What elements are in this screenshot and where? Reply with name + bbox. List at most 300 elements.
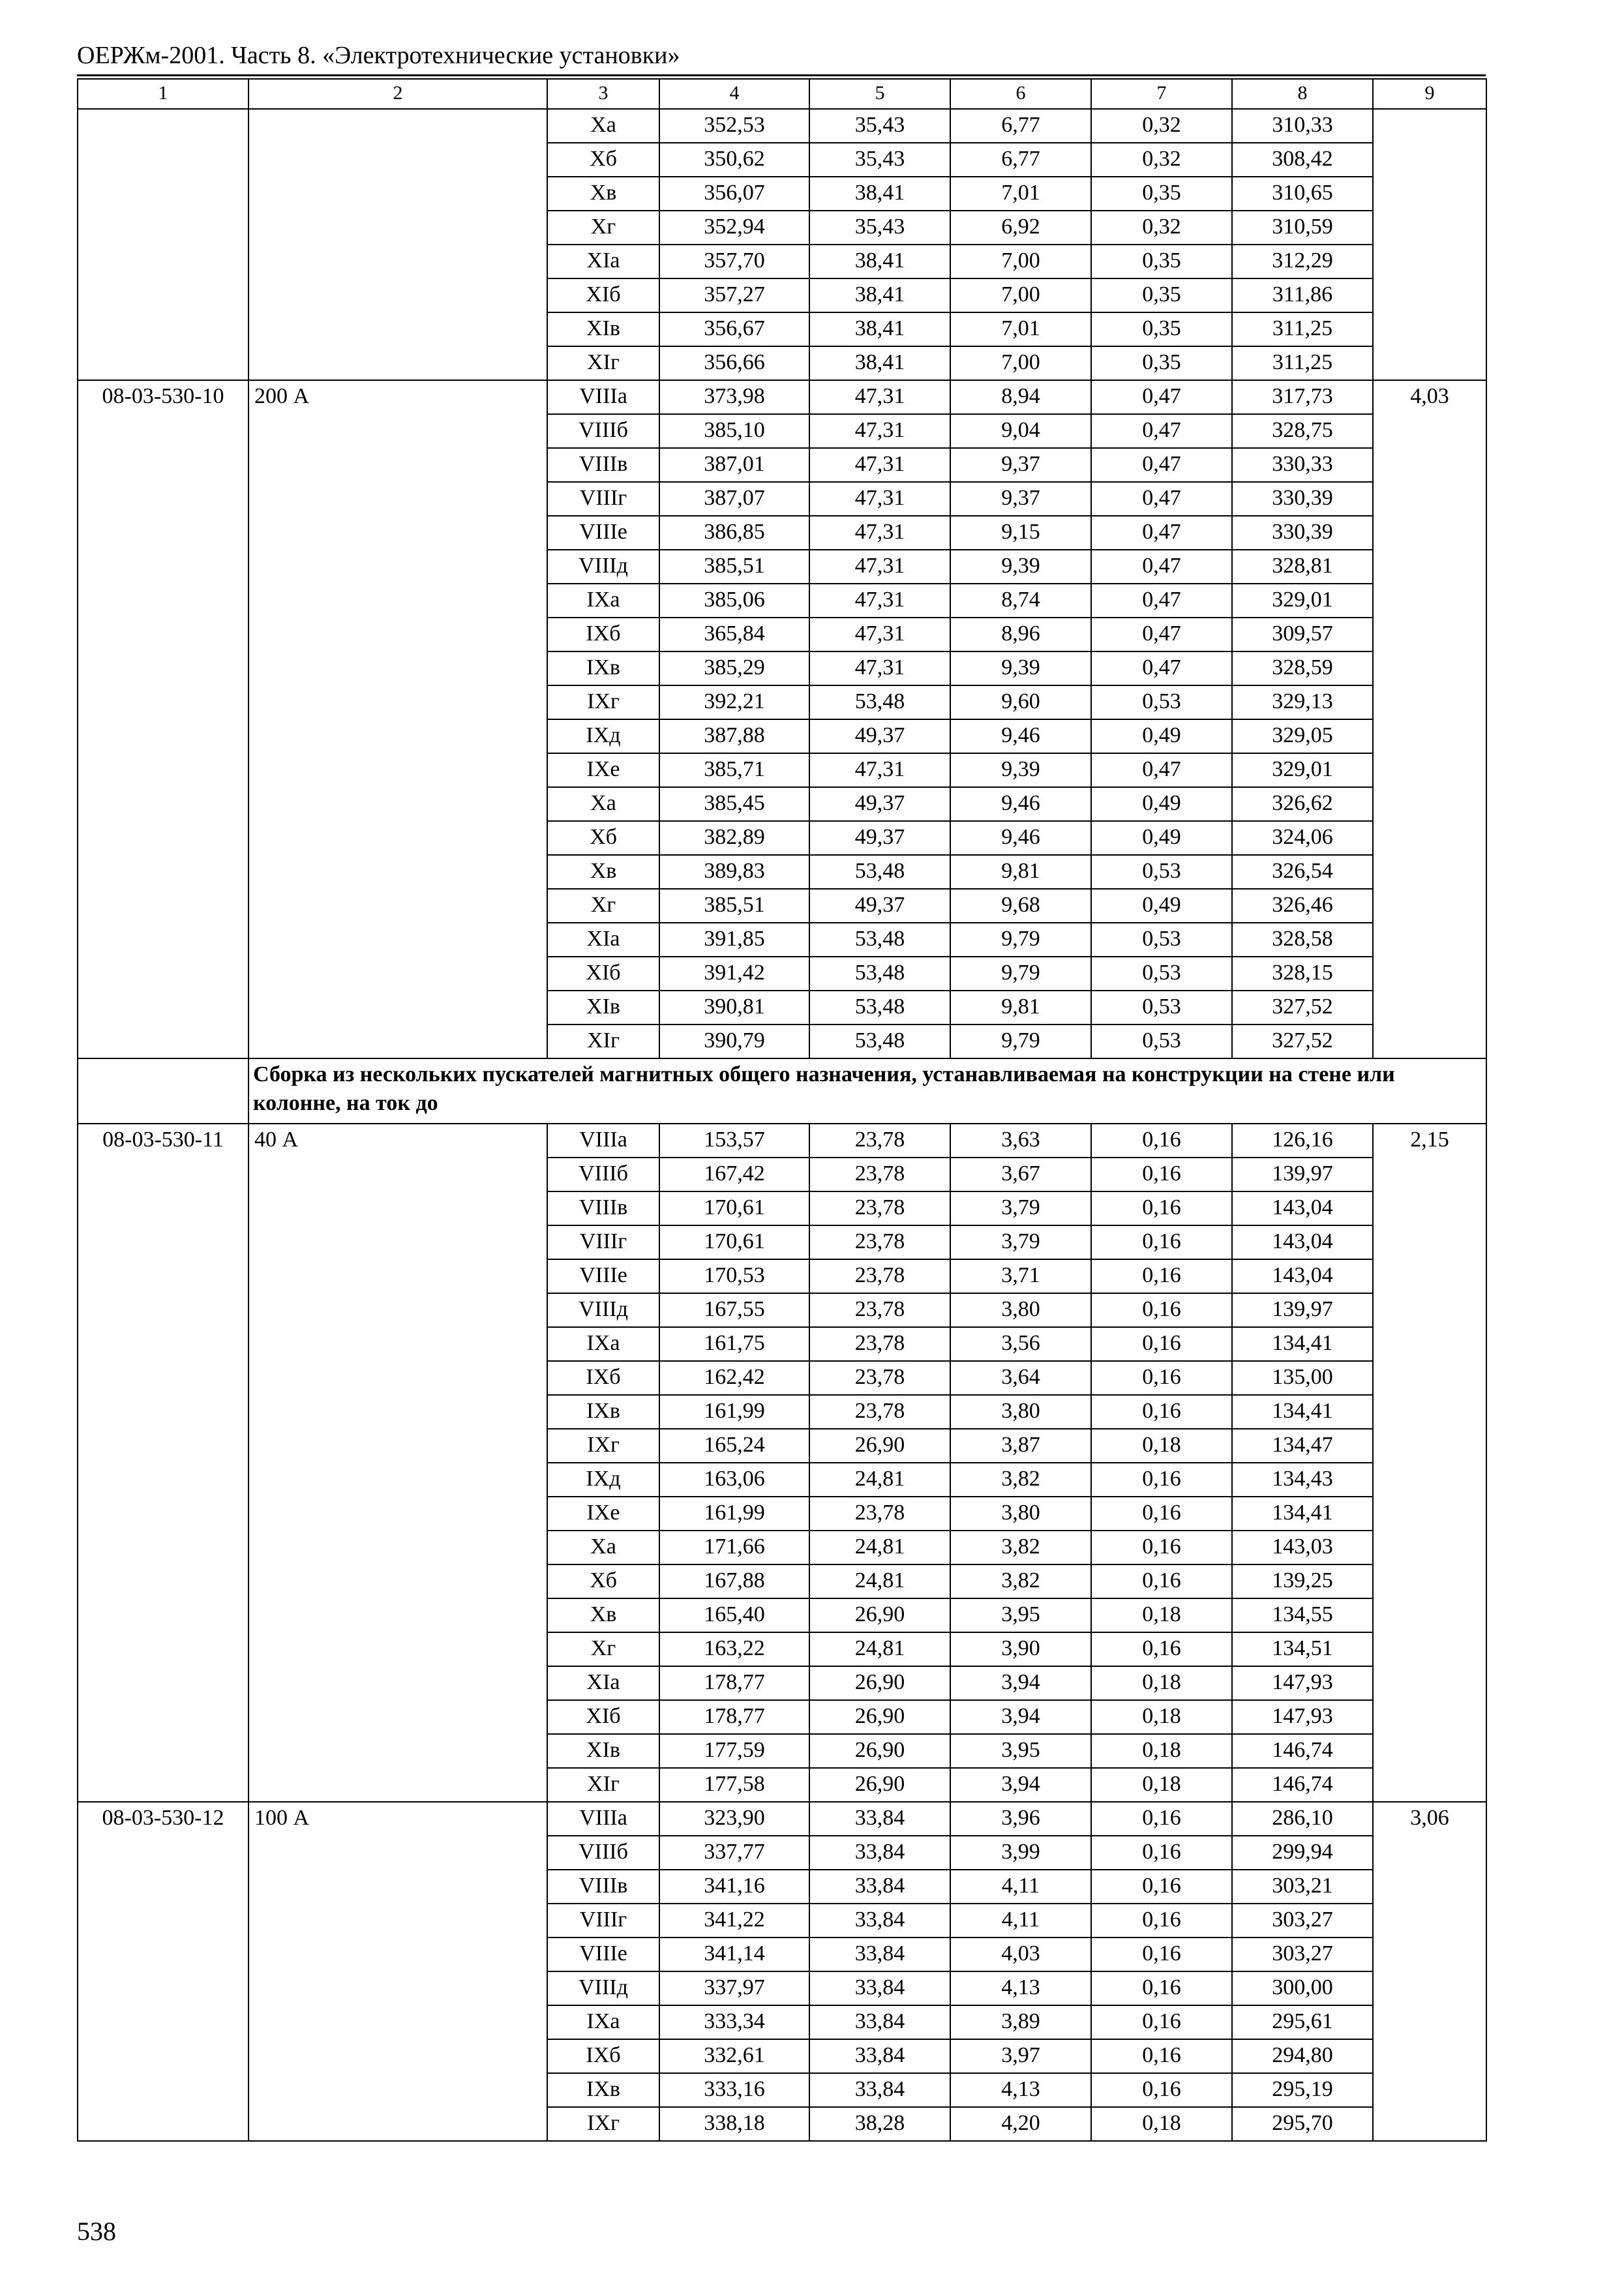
value-cell: 3,90 — [950, 1632, 1091, 1666]
value-cell: 53,48 — [809, 923, 950, 957]
value-cell: 0,35 — [1091, 346, 1232, 380]
value-cell: 53,48 — [809, 855, 950, 889]
value-cell: VIIIa — [547, 1802, 659, 1836]
value-cell: 33,84 — [809, 2073, 950, 2107]
value-cell: IXa — [547, 584, 659, 618]
value-cell: IXе — [547, 753, 659, 787]
value-cell: 0,35 — [1091, 312, 1232, 346]
value-cell: 146,74 — [1232, 1768, 1373, 1802]
value-cell: 7,01 — [950, 312, 1091, 346]
value-cell: 329,01 — [1232, 753, 1373, 787]
value-cell: 3,94 — [950, 1768, 1091, 1802]
value-cell: 0,16 — [1091, 1158, 1232, 1191]
value-cell: 0,16 — [1091, 1870, 1232, 1904]
value-cell: 23,78 — [809, 1225, 950, 1259]
value-cell: 0,53 — [1091, 923, 1232, 957]
value-cell: 3,71 — [950, 1259, 1091, 1293]
value-cell: 352,53 — [659, 109, 809, 143]
column-number-cell: 4 — [659, 79, 809, 109]
value-cell: 0,18 — [1091, 1768, 1232, 1802]
value-cell: 0,16 — [1091, 1971, 1232, 2005]
value-cell: VIIIб — [547, 414, 659, 448]
value-cell: 0,16 — [1091, 1395, 1232, 1429]
value-cell: 3,95 — [950, 1598, 1091, 1632]
value-cell: IXе — [547, 1497, 659, 1531]
value-cell: 4,20 — [950, 2107, 1091, 2141]
value-cell: 295,70 — [1232, 2107, 1373, 2141]
value-cell: 153,57 — [659, 1124, 809, 1158]
value-cell: 53,48 — [809, 991, 950, 1025]
value-cell: 3,82 — [950, 1463, 1091, 1497]
value-cell: 387,07 — [659, 482, 809, 516]
value-cell: 146,74 — [1232, 1734, 1373, 1768]
value-cell: 323,90 — [659, 1802, 809, 1836]
value-cell: VIIIд — [547, 550, 659, 584]
value-cell: 3,63 — [950, 1124, 1091, 1158]
value-cell: 350,62 — [659, 143, 809, 177]
value-cell: 6,77 — [950, 109, 1091, 143]
value-cell: 0,47 — [1091, 516, 1232, 550]
value-cell: 53,48 — [809, 685, 950, 719]
value-cell: 3,67 — [950, 1158, 1091, 1191]
value-cell: 49,37 — [809, 889, 950, 923]
value-cell: 308,42 — [1232, 143, 1373, 177]
value-cell: 0,16 — [1091, 2073, 1232, 2107]
value-cell: 134,43 — [1232, 1463, 1373, 1497]
column-number-cell: 2 — [248, 79, 547, 109]
value-cell: 385,51 — [659, 889, 809, 923]
value-cell: 26,90 — [809, 1700, 950, 1734]
value-cell: 295,61 — [1232, 2005, 1373, 2039]
value-cell: 33,84 — [809, 1971, 950, 2005]
value-cell: 326,54 — [1232, 855, 1373, 889]
value-cell: 4,13 — [950, 1971, 1091, 2005]
value-cell: 310,65 — [1232, 177, 1373, 211]
value-cell: 309,57 — [1232, 618, 1373, 651]
value-cell: 9,39 — [950, 651, 1091, 685]
value-cell: 329,01 — [1232, 584, 1373, 618]
value-cell: 0,16 — [1091, 1259, 1232, 1293]
value-cell: VIIIд — [547, 1293, 659, 1327]
value-cell: 328,81 — [1232, 550, 1373, 584]
value-cell: 0,47 — [1091, 651, 1232, 685]
value-cell: 9,79 — [950, 957, 1091, 991]
value-cell: XIб — [547, 278, 659, 312]
value-cell: 286,10 — [1232, 1802, 1373, 1836]
value-cell: 0,18 — [1091, 1666, 1232, 1700]
value-cell: 3,80 — [950, 1497, 1091, 1531]
value-cell: 0,16 — [1091, 1497, 1232, 1531]
value-cell: IXв — [547, 2073, 659, 2107]
value-cell: 23,78 — [809, 1191, 950, 1225]
value-cell: 0,53 — [1091, 957, 1232, 991]
value-cell: 3,64 — [950, 1361, 1091, 1395]
value-cell: 33,84 — [809, 1937, 950, 1971]
name-cell: 100 А — [248, 1802, 547, 2141]
value-cell: 0,47 — [1091, 584, 1232, 618]
value-cell: 356,07 — [659, 177, 809, 211]
value-cell: 38,41 — [809, 245, 950, 278]
value-cell: 143,04 — [1232, 1259, 1373, 1293]
value-cell: 337,97 — [659, 1971, 809, 2005]
value-cell: 33,84 — [809, 2039, 950, 2073]
value-cell: 9,46 — [950, 787, 1091, 821]
value-cell: 3,87 — [950, 1429, 1091, 1463]
value-cell: 3,94 — [950, 1700, 1091, 1734]
value-cell: 38,41 — [809, 278, 950, 312]
value-cell: 8,94 — [950, 380, 1091, 414]
page-number: 538 — [77, 2217, 116, 2246]
value-cell: 143,04 — [1232, 1191, 1373, 1225]
value-cell: 3,99 — [950, 1836, 1091, 1870]
value-cell: 0,47 — [1091, 414, 1232, 448]
column-number-cell: 3 — [547, 79, 659, 109]
value-cell: 7,00 — [950, 245, 1091, 278]
value-cell: 0,16 — [1091, 2005, 1232, 2039]
value-cell: IXв — [547, 1395, 659, 1429]
value-cell: 0,32 — [1091, 211, 1232, 245]
value-cell: 23,78 — [809, 1158, 950, 1191]
value-cell: 24,81 — [809, 1564, 950, 1598]
value-cell: 24,81 — [809, 1632, 950, 1666]
column-number-cell: 9 — [1373, 79, 1486, 109]
value-cell: 3,95 — [950, 1734, 1091, 1768]
value-cell: Xг — [547, 211, 659, 245]
value-cell: 311,25 — [1232, 312, 1373, 346]
value-cell: 49,37 — [809, 787, 950, 821]
value-cell: 134,47 — [1232, 1429, 1373, 1463]
name-cell: 200 А — [248, 380, 547, 1058]
section-row — [78, 1058, 1486, 1124]
value-cell: 178,77 — [659, 1700, 809, 1734]
value-cell: 134,55 — [1232, 1598, 1373, 1632]
value-cell: 300,00 — [1232, 1971, 1373, 2005]
value-cell: VIIIв — [547, 1191, 659, 1225]
value-cell: 3,80 — [950, 1395, 1091, 1429]
value-cell: 134,51 — [1232, 1632, 1373, 1666]
value-cell: 329,13 — [1232, 685, 1373, 719]
value-cell: 0,16 — [1091, 2039, 1232, 2073]
value-cell: 165,40 — [659, 1598, 809, 1632]
value-cell: IXг — [547, 685, 659, 719]
value-cell: 9,15 — [950, 516, 1091, 550]
col9-cell: 2,15 — [1373, 1124, 1486, 1802]
value-cell: 0,49 — [1091, 821, 1232, 855]
value-cell: VIIIв — [547, 448, 659, 482]
value-cell: 317,73 — [1232, 380, 1373, 414]
value-cell: 390,79 — [659, 1025, 809, 1058]
value-cell: 177,59 — [659, 1734, 809, 1768]
value-cell: 47,31 — [809, 584, 950, 618]
value-cell: VIIIг — [547, 482, 659, 516]
value-cell: VIIIг — [547, 1225, 659, 1259]
value-cell: 365,84 — [659, 618, 809, 651]
value-cell: 177,58 — [659, 1768, 809, 1802]
table-row — [78, 109, 1486, 143]
value-cell: 24,81 — [809, 1463, 950, 1497]
value-cell: 4,11 — [950, 1904, 1091, 1937]
value-cell: 33,84 — [809, 1802, 950, 1836]
value-cell: 294,80 — [1232, 2039, 1373, 2073]
value-cell: 7,01 — [950, 177, 1091, 211]
value-cell: 38,28 — [809, 2107, 950, 2141]
value-cell: 33,84 — [809, 1836, 950, 1870]
value-cell: 26,90 — [809, 1768, 950, 1802]
value-cell: 389,83 — [659, 855, 809, 889]
value-cell: 47,31 — [809, 380, 950, 414]
section-title: Сборка из нескольких пускателей магнитных общего назначения, устанавливаемая на конструкции на стене или колонне, на ток до — [248, 1058, 1486, 1124]
value-cell: 0,16 — [1091, 1463, 1232, 1497]
value-cell: 3,82 — [950, 1564, 1091, 1598]
value-cell: 35,43 — [809, 143, 950, 177]
value-cell: 139,97 — [1232, 1158, 1373, 1191]
value-cell: 38,41 — [809, 346, 950, 380]
value-cell: 4,11 — [950, 1870, 1091, 1904]
value-cell: 3,79 — [950, 1225, 1091, 1259]
value-cell: 47,31 — [809, 516, 950, 550]
code-cell: 08-03-530-12 — [78, 1802, 248, 2141]
value-cell: 35,43 — [809, 109, 950, 143]
value-cell: 0,35 — [1091, 278, 1232, 312]
value-cell: 9,39 — [950, 753, 1091, 787]
name-cell — [248, 109, 547, 380]
value-cell: 310,33 — [1232, 109, 1373, 143]
value-cell: 9,79 — [950, 923, 1091, 957]
value-cell: 0,16 — [1091, 1904, 1232, 1937]
value-cell: 49,37 — [809, 821, 950, 855]
value-cell: 134,41 — [1232, 1497, 1373, 1531]
value-cell: 352,94 — [659, 211, 809, 245]
value-cell: 0,47 — [1091, 618, 1232, 651]
value-cell: IXб — [547, 618, 659, 651]
value-cell: 303,27 — [1232, 1904, 1373, 1937]
value-cell: 0,35 — [1091, 245, 1232, 278]
value-cell: 35,43 — [809, 211, 950, 245]
value-cell: 311,25 — [1232, 346, 1373, 380]
value-cell: 9,04 — [950, 414, 1091, 448]
value-cell: 0,47 — [1091, 448, 1232, 482]
value-cell: 0,53 — [1091, 1025, 1232, 1058]
value-cell: 386,85 — [659, 516, 809, 550]
value-cell: 26,90 — [809, 1598, 950, 1632]
value-cell: 47,31 — [809, 753, 950, 787]
value-cell: Xa — [547, 787, 659, 821]
value-cell: 161,75 — [659, 1327, 809, 1361]
value-cell: 338,18 — [659, 2107, 809, 2141]
value-cell: IXв — [547, 651, 659, 685]
value-cell: 147,93 — [1232, 1666, 1373, 1700]
value-cell: 143,03 — [1232, 1531, 1373, 1564]
value-cell: 135,00 — [1232, 1361, 1373, 1395]
value-cell: 9,37 — [950, 448, 1091, 482]
column-number-cell: 1 — [78, 79, 248, 109]
value-cell: XIб — [547, 957, 659, 991]
value-cell: 9,60 — [950, 685, 1091, 719]
value-cell: 23,78 — [809, 1361, 950, 1395]
value-cell: 161,99 — [659, 1497, 809, 1531]
value-cell: VIIIд — [547, 1971, 659, 2005]
value-cell: IXa — [547, 1327, 659, 1361]
value-cell: 162,42 — [659, 1361, 809, 1395]
value-cell: 170,61 — [659, 1225, 809, 1259]
value-cell: 329,05 — [1232, 719, 1373, 753]
value-cell: 330,39 — [1232, 482, 1373, 516]
value-cell: 303,27 — [1232, 1937, 1373, 1971]
value-cell: 0,16 — [1091, 1564, 1232, 1598]
value-cell: 0,47 — [1091, 380, 1232, 414]
value-cell: 3,96 — [950, 1802, 1091, 1836]
value-cell: 0,47 — [1091, 753, 1232, 787]
value-cell: 0,16 — [1091, 1293, 1232, 1327]
value-cell: XIa — [547, 1666, 659, 1700]
section-empty-cell — [78, 1058, 248, 1124]
value-cell: 163,22 — [659, 1632, 809, 1666]
column-number-cell: 7 — [1091, 79, 1232, 109]
code-cell: 08-03-530-10 — [78, 380, 248, 1058]
value-cell: 134,41 — [1232, 1395, 1373, 1429]
value-cell: 0,16 — [1091, 1937, 1232, 1971]
value-cell: VIIIе — [547, 1937, 659, 1971]
value-cell: 9,46 — [950, 821, 1091, 855]
col9-cell — [1373, 109, 1486, 380]
value-cell: 9,81 — [950, 991, 1091, 1025]
value-cell: XIг — [547, 1768, 659, 1802]
value-cell: 385,10 — [659, 414, 809, 448]
table-row — [78, 1802, 1486, 1836]
value-cell: 0,47 — [1091, 482, 1232, 516]
value-cell: 161,99 — [659, 1395, 809, 1429]
value-cell: IXд — [547, 1463, 659, 1497]
value-cell: 332,61 — [659, 2039, 809, 2073]
value-cell: 4,13 — [950, 2073, 1091, 2107]
value-cell: 33,84 — [809, 2005, 950, 2039]
value-cell: 8,74 — [950, 584, 1091, 618]
value-cell: 8,96 — [950, 618, 1091, 651]
value-cell: 0,18 — [1091, 2107, 1232, 2141]
value-cell: 7,00 — [950, 278, 1091, 312]
value-cell: 24,81 — [809, 1531, 950, 1564]
value-cell: 341,22 — [659, 1904, 809, 1937]
column-number-cell: 5 — [809, 79, 950, 109]
value-cell: 337,77 — [659, 1836, 809, 1870]
value-cell: 6,92 — [950, 211, 1091, 245]
value-cell: 178,77 — [659, 1666, 809, 1700]
value-cell: 303,21 — [1232, 1870, 1373, 1904]
value-cell: 163,06 — [659, 1463, 809, 1497]
value-cell: 7,00 — [950, 346, 1091, 380]
value-cell: 3,79 — [950, 1191, 1091, 1225]
value-cell: 326,62 — [1232, 787, 1373, 821]
code-cell: 08-03-530-11 — [78, 1124, 248, 1802]
value-cell: 341,16 — [659, 1870, 809, 1904]
value-cell: IXб — [547, 2039, 659, 2073]
value-cell: 341,14 — [659, 1937, 809, 1971]
value-cell: 392,21 — [659, 685, 809, 719]
value-cell: VIIIг — [547, 1904, 659, 1937]
value-cell: 0,16 — [1091, 1632, 1232, 1666]
value-cell: 126,16 — [1232, 1124, 1373, 1158]
table-row — [78, 1124, 1486, 1158]
value-cell: 312,29 — [1232, 245, 1373, 278]
value-cell: 295,19 — [1232, 2073, 1373, 2107]
value-cell: 47,31 — [809, 618, 950, 651]
value-cell: XIв — [547, 991, 659, 1025]
value-cell: 0,16 — [1091, 1327, 1232, 1361]
value-cell: 391,85 — [659, 923, 809, 957]
value-cell: 38,41 — [809, 177, 950, 211]
value-cell: VIIIе — [547, 1259, 659, 1293]
value-cell: IXб — [547, 1361, 659, 1395]
value-cell: 6,77 — [950, 143, 1091, 177]
value-cell: IXг — [547, 1429, 659, 1463]
value-cell: 0,32 — [1091, 109, 1232, 143]
column-number-row — [78, 79, 1486, 109]
value-cell: 4,03 — [950, 1937, 1091, 1971]
value-cell: 23,78 — [809, 1395, 950, 1429]
value-cell: 390,81 — [659, 991, 809, 1025]
value-cell: 9,79 — [950, 1025, 1091, 1058]
value-cell: 3,89 — [950, 2005, 1091, 2039]
value-cell: 328,75 — [1232, 414, 1373, 448]
value-cell: 53,48 — [809, 957, 950, 991]
value-cell: Xб — [547, 821, 659, 855]
value-cell: VIIIб — [547, 1158, 659, 1191]
value-cell: 357,27 — [659, 278, 809, 312]
value-cell: 47,31 — [809, 651, 950, 685]
value-cell: Xa — [547, 1531, 659, 1564]
value-cell: 0,47 — [1091, 550, 1232, 584]
value-cell: 38,41 — [809, 312, 950, 346]
value-cell: 387,88 — [659, 719, 809, 753]
value-cell: 0,18 — [1091, 1429, 1232, 1463]
value-cell: 0,16 — [1091, 1531, 1232, 1564]
value-cell: 53,48 — [809, 1025, 950, 1058]
value-cell: 167,88 — [659, 1564, 809, 1598]
value-cell: 385,51 — [659, 550, 809, 584]
value-cell: XIб — [547, 1700, 659, 1734]
col9-cell: 4,03 — [1373, 380, 1486, 1058]
code-cell — [78, 109, 248, 380]
value-cell: 330,33 — [1232, 448, 1373, 482]
value-cell: 47,31 — [809, 414, 950, 448]
value-cell: 9,68 — [950, 889, 1091, 923]
value-cell: 0,16 — [1091, 1802, 1232, 1836]
value-cell: XIг — [547, 346, 659, 380]
value-cell: 147,93 — [1232, 1700, 1373, 1734]
value-cell: 49,37 — [809, 719, 950, 753]
value-cell: 385,45 — [659, 787, 809, 821]
value-cell: 328,15 — [1232, 957, 1373, 991]
value-cell: XIa — [547, 923, 659, 957]
value-cell: 3,94 — [950, 1666, 1091, 1700]
value-cell: 23,78 — [809, 1293, 950, 1327]
value-cell: 324,06 — [1232, 821, 1373, 855]
value-cell: 385,06 — [659, 584, 809, 618]
value-cell: 382,89 — [659, 821, 809, 855]
value-cell: 9,81 — [950, 855, 1091, 889]
value-cell: 0,18 — [1091, 1700, 1232, 1734]
value-cell: 333,34 — [659, 2005, 809, 2039]
value-cell: 170,61 — [659, 1191, 809, 1225]
value-cell: 357,70 — [659, 245, 809, 278]
value-cell: 171,66 — [659, 1531, 809, 1564]
value-cell: 23,78 — [809, 1124, 950, 1158]
value-cell: 391,42 — [659, 957, 809, 991]
value-cell: 33,84 — [809, 1870, 950, 1904]
column-number-cell: 8 — [1232, 79, 1373, 109]
value-cell: 23,78 — [809, 1497, 950, 1531]
value-cell: Xб — [547, 143, 659, 177]
